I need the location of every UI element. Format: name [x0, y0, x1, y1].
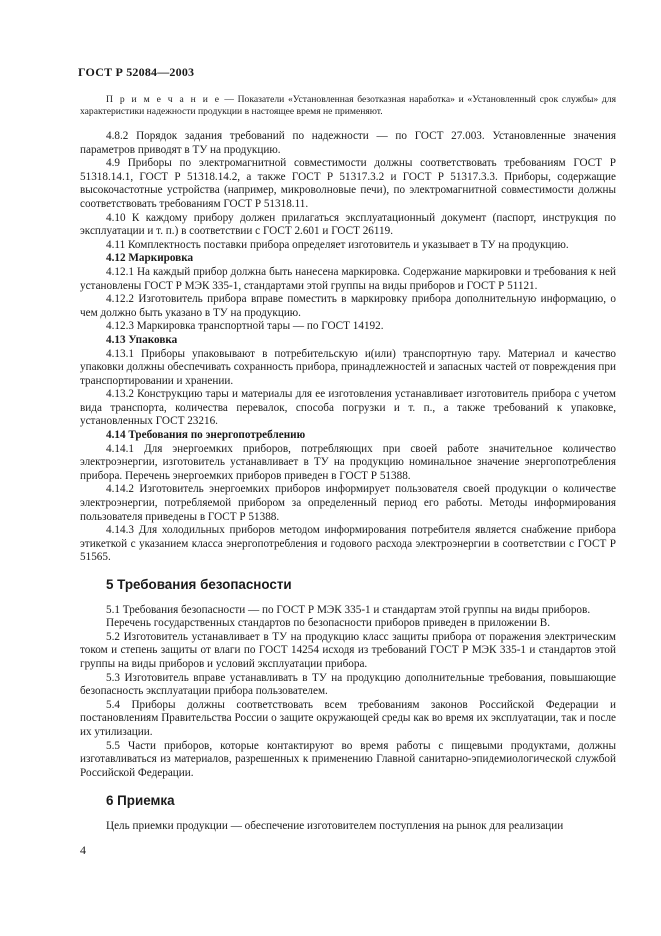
section-6-intro: Цель приемки продукции — обеспечение изготовителем поступления на рынок для реализации: [106, 819, 564, 832]
section-5-heading: 5 Требования безопасности: [106, 577, 292, 592]
subheading-4-12: 4.12 Маркировка: [106, 252, 194, 265]
clause-4-9: 4.9 Приборы по электромагнитной совместимости должны соответствовать требованиям ГОСТ Р 51318.14.1, ГОСТ Р 51318.14.2, а также ГОСТ Р 51317.3.2 и ГОСТ Р 51317.3.3. Приборы, содержащие высокочастотные устройства (например, микроволновые печи), по электромагнитной совместимости должны соответствовать требованиям ГОСТ Р 51318.11.: [80, 157, 616, 210]
clause-4-8-2: 4.8.2 Порядок задания требований по надежности — по ГОСТ 27.003. Установленные значения параметров приводят в ТУ на продукцию.: [80, 130, 616, 156]
clause-4-13-1: 4.13.1 Приборы упаковывают в потребительскую и(или) транспортную тару. Материал и качество упаковки должны обеспечивать сохранность прибора, принадлежностей и запасных частей от повреждения при транспортировании и хранении.: [80, 347, 616, 387]
clause-4-14-3: 4.14.3 Для холодильных приборов методом информирования потребителя является снабжение прибора этикеткой с указанием класса энергопотребления и годового расхода электроэнергии в соответствии с ГОСТ Р 51565.: [80, 524, 616, 564]
page-number: 4: [80, 843, 86, 857]
document-header: ГОСТ Р 52084—2003: [78, 65, 195, 79]
clause-5-5: 5.5 Части приборов, которые контактируют во время работы с пищевыми продуктами, должны изготавливаться из материалов, разрешенных к применению Главной санитарно-эпидемиологической службой Российской Федерации.: [80, 739, 616, 779]
clause-4-11: 4.11 Комплектность поставки прибора определяет изготовитель и указывает в ТУ на продукцию.: [106, 238, 569, 251]
subheading-4-14: 4.14 Требования по энергопотреблению: [106, 429, 306, 442]
clause-4-12-2: 4.12.2 Изготовитель прибора вправе поместить в маркировку прибора дополнительную информацию, о чем должно быть указано в ТУ на продукцию.: [80, 293, 616, 319]
note-label: П р и м е ч а н и е: [106, 94, 221, 105]
clause-4-10: 4.10 К каждому прибору должен прилагаться эксплуатационный документ (паспорт, инструкция по эксплуатации и т. п.) в соответствии с ГОСТ 2.601 и ГОСТ 26119.: [80, 211, 616, 238]
clause-4-14-2: 4.14.2 Изготовитель энергоемких приборов информирует пользователя своей продукции о количестве электроэнергии, потребляемой прибором за определенный период его работы. Методы информирования пользователя приведены в ГОСТ Р 51388.: [80, 483, 616, 523]
note-paragraph: [80, 94, 616, 118]
clause-4-14-1: 4.14.1 Для энергоемких приборов, потребляющих при своей работе значительное количество электроэнергии, изготовитель устанавливает в ТУ на продукцию номинальное значение энергопотребления прибора. Перечень энергоемких приборов приведен в ГОСТ Р 51388.: [80, 442, 616, 482]
clause-5-4: 5.4 Приборы должны соответствовать всем требованиям законов Российской Федерации и постановлениям Правительства России о защите окружающей среды как во время их эксплуатации, так и после их утилизации.: [80, 698, 616, 738]
clause-5-2: 5.2 Изготовитель устанавливает в ТУ на продукцию класс защиты прибора от поражения электрическим током и степень защиты от влаги по ГОСТ 14254 исходя из требований ГОСТ Р МЭК 335-1 и стандартов этой группы на виды приборов и условий эксплуатации прибора.: [80, 630, 616, 670]
clause-4-13-2: 4.13.2 Конструкцию тары и материалы для ее изготовления устанавливает изготовитель прибора с учетом вида транспорта, количества перевалок, способа погрузки и т. п., а также требований к упаковке, установленных ГОСТ 23216.: [80, 388, 616, 428]
clause-4-12-1: 4.12.1 На каждый прибор должна быть нанесена маркировка. Содержание маркировки и требования к ней установлены ГОСТ Р МЭК 335-1, стандартами этой группы на виды приборов и ГОСТ Р 51121.: [80, 265, 616, 292]
note-text: — Показатели «Установленная безотказная наработка» и «Установленный срок службы» для характеристики надежности продукции в настоящее время не применяют.: [80, 94, 616, 117]
clause-4-12-3: 4.12.3 Маркировка транспортной тары — по ГОСТ 14192.: [106, 320, 384, 333]
section-6-heading: 6 Приемка: [106, 793, 175, 809]
clause-5-3: 5.3 Изготовитель вправе устанавливать в ТУ на продукцию дополнительные требования, повышающие безопасность эксплуатации прибора пользователем.: [80, 671, 616, 698]
clause-5-1: 5.1 Требования безопасности — по ГОСТ Р МЭК 335-1 и стандартам этой группы на виды приборов.: [106, 603, 591, 616]
document-body: [80, 94, 616, 834]
subheading-4-13: 4.13 Упаковка: [106, 333, 178, 346]
clause-5-1-appendix-ref: Перечень государственных стандартов по безопасности приборов приведен в приложении В.: [106, 617, 550, 630]
